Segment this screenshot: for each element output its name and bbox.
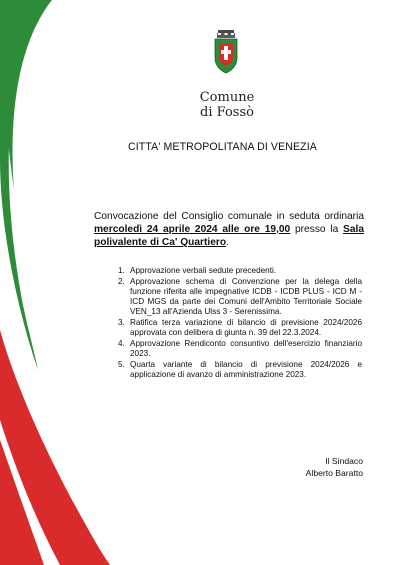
metropolitan-city-heading: CITTA' METROPOLITANA DI VENEZIA <box>128 141 317 153</box>
meeting-date: mercoledì 24 aprile 2024 alle ore 19,00 <box>94 224 291 235</box>
signature-block <box>306 455 363 479</box>
agenda-item-text: Approvazione Rendiconto consuntivo dell'esercizio finanziario 2023. <box>130 339 362 358</box>
agenda-item-text: Ratifica terza variazione di bilancio di previsione 2024/2026 approvata con delibera di giunta n. 39 del 22.3.2024. <box>130 318 362 337</box>
comune-line2: di Fossò <box>200 105 254 120</box>
agenda-list <box>118 266 362 381</box>
agenda-item-number: 4. <box>118 339 125 348</box>
agenda-item-number: 2. <box>118 277 125 286</box>
agenda-item-text: Approvazione verbali sedute precedenti. <box>130 266 277 275</box>
agenda-item <box>118 360 362 380</box>
convocation-mid: presso la <box>290 224 344 235</box>
convocation-end: . <box>226 237 229 248</box>
comune-line1: Comune <box>199 90 255 105</box>
agenda-item-number: 3. <box>118 318 125 327</box>
agenda-item-text: Quarta variante di bilancio di previsione 2024/2026 e applicazione di avanzo di amministrazione 2023. <box>130 360 362 379</box>
agenda-item <box>118 318 362 338</box>
convocation-paragraph <box>94 210 364 249</box>
agenda-item-number: 1. <box>118 266 125 275</box>
signatory-role: Il Sindaco <box>325 456 363 466</box>
agenda-item-text: Approvazione schema di Convenzione per la delega della funzione riferita alle impegnative ICDB - ICDB PLUS - ICD M - ICD MGS da parte dei Comuni dell'Ambito Territoriale Sociale VEN_13 all'Azienda Ulss 3 - Serenissima. <box>130 277 362 316</box>
agenda-item-number: 5. <box>118 360 125 369</box>
agenda-item <box>118 339 362 359</box>
municipality-name <box>182 90 272 120</box>
municipal-coat-of-arms-icon <box>211 30 241 74</box>
agenda-item <box>118 266 362 276</box>
agenda-item <box>118 277 362 317</box>
meeting-venue: Sala polivalente di Ca' Quartiero <box>94 224 365 248</box>
signatory-name: Alberto Baratto <box>305 468 363 478</box>
convocation-intro: Convocazione del Consiglio comunale in seduta ordinaria <box>94 211 364 222</box>
